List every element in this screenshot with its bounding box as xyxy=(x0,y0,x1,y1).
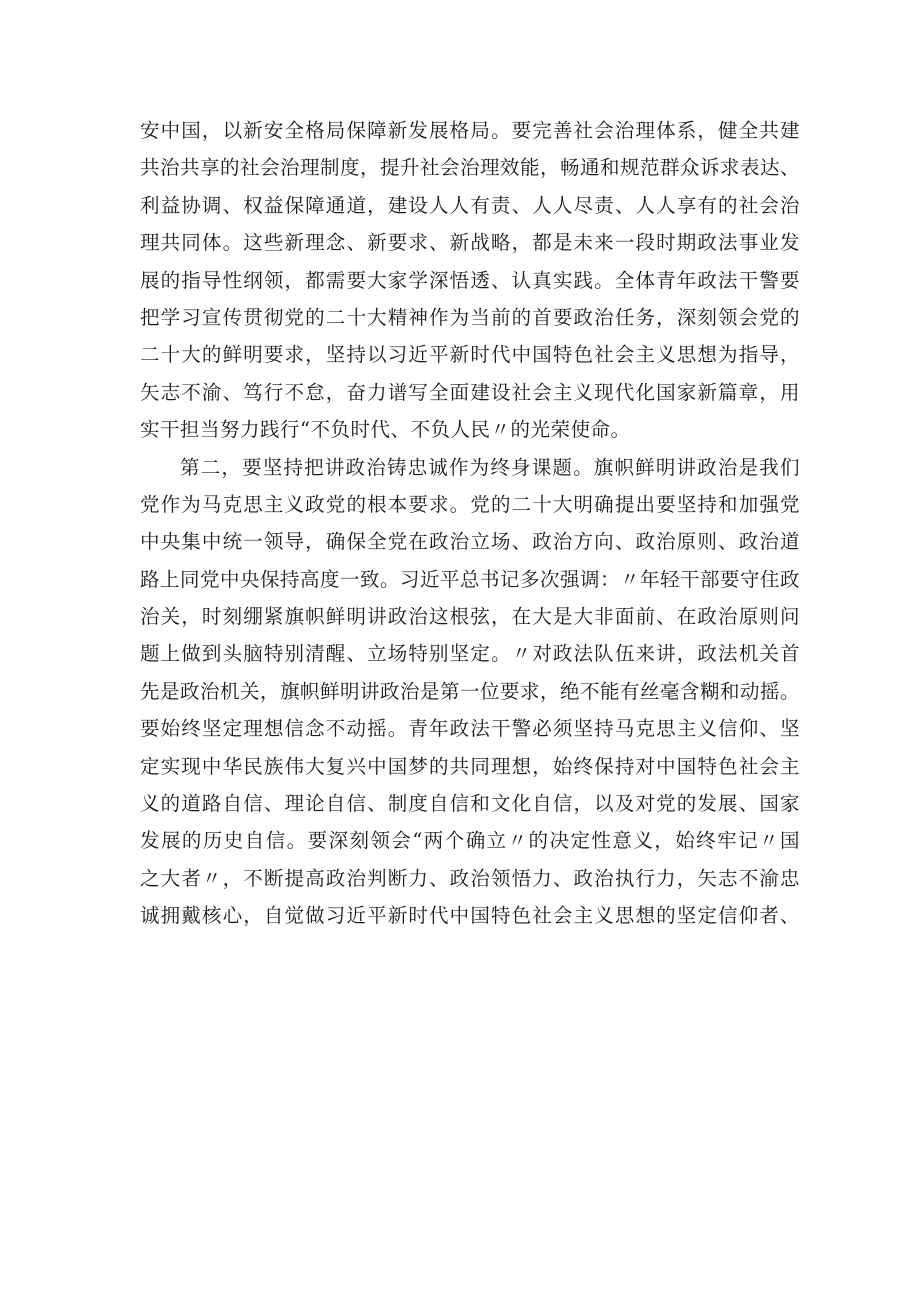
text-line: 二十大的鲜明要求，坚持以习近平新时代中国特色社会主义思想为指导， xyxy=(140,343,800,367)
paragraph-end-line: 实干担当努力践行“不负时代、不负人民〃的光荣使命。 xyxy=(140,418,631,442)
text-line: 中央集中统一领导，确保全党在政治立场、政治方向、政治原则、政治道 xyxy=(140,530,800,554)
text-line: 理共同体。这些新理念、新要求、新战略，都是未来一段时期政法事业发 xyxy=(140,231,800,255)
text-line: 共治共享的社会治理制度，提升社会治理效能，畅通和规范群众诉求表达、 xyxy=(140,156,801,180)
text-line: 题上做到头脑特别清醒、立场特别坚定。〃对政法队伍来讲，政法机关首 xyxy=(140,642,800,666)
text-line: 发展的历史自信。要深刻领会“两个确立〃的决定性意义，始终牢记〃国 xyxy=(140,829,800,853)
body-text xyxy=(140,112,800,935)
text-line: 把学习宣传贯彻党的二十大精神作为当前的首要政治任务，深刻领会党的 xyxy=(140,305,800,329)
text-line: 利益协调、权益保障通道，建设人人有责、人人尽责、人人享有的社会治 xyxy=(140,193,800,217)
text-line: 义的道路自信、理论自信、制度自信和文化自信，以及对党的发展、国家 xyxy=(140,792,800,816)
text-line: 先是政治机关，旗帜鲜明讲政治是第一位要求，绝不能有丝毫含糊和动摇。 xyxy=(140,679,801,703)
text-line: 安中国，以新安全格局保障新发展格局。要完善社会治理体系，健全共建 xyxy=(140,119,800,142)
paragraph-first-line: 第二，要坚持把讲政治铸忠诚作为终身课题。旗帜鲜明讲政治是我们 xyxy=(180,455,800,479)
text-line: 定实现中华民族伟大复兴中国梦的共同理想，始终保持对中国特色社会主 xyxy=(140,754,800,778)
text-line: 展的指导性纲领，都需要大家学深悟透、认真实践。全体青年政法干警要 xyxy=(140,268,800,292)
text-line: 矢志不渝、笃行不怠，奋力谱写全面建设社会主义现代化国家新篇章，用 xyxy=(140,380,800,404)
text-line: 党作为马克思主义政党的根本要求。党的二十大明确提出要坚持和加强党 xyxy=(140,492,800,516)
text-line: 诚拥戴核心，自觉做习近平新时代中国特色社会主义思想的坚定信仰者、 xyxy=(140,904,800,928)
text-line: 路上同党中央保持高度一致。习近平总书记多次强调：〃年轻干部要守住政 xyxy=(140,567,801,591)
text-line: 治关，时刻绷紧旗帜鲜明讲政治这根弦，在大是大非面前、在政治原则问 xyxy=(140,605,800,629)
text-line: 要始终坚定理想信念不动摇。青年政法干警必须坚持马克思主义信仰、坚 xyxy=(140,717,800,741)
text-line: 之大者〃，不断提高政治判断力、政治领悟力、政治执行力，矢志不渝忠 xyxy=(140,866,800,890)
